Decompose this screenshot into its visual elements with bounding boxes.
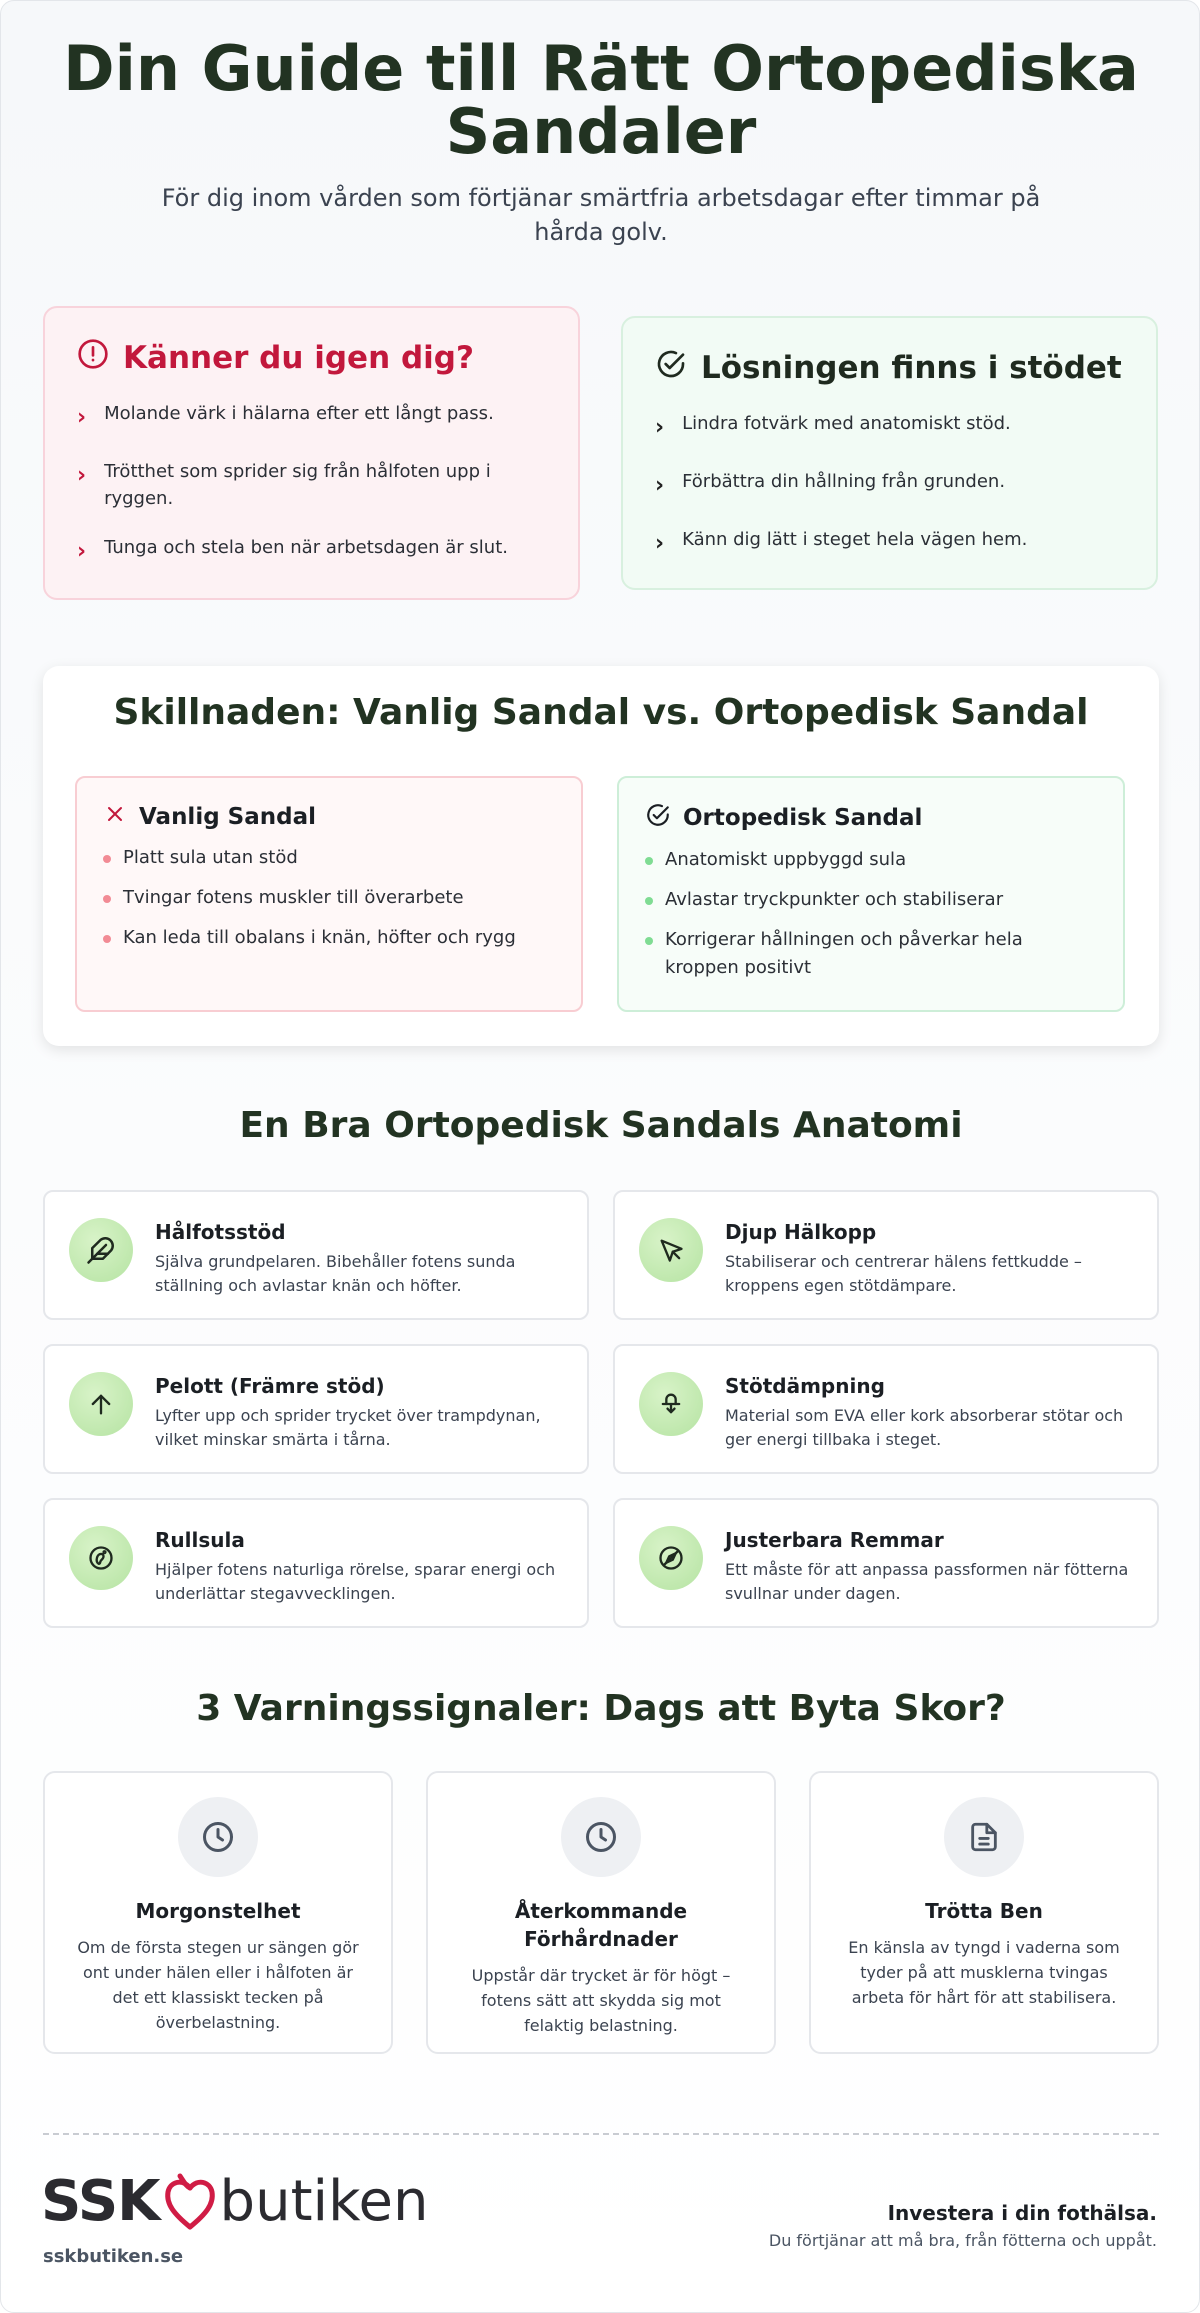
feature-text: Hjälper fotens naturliga rörelse, sparar energi och underlättar stegavvecklingen. [155,1560,556,1603]
comparison-card [43,666,1159,1046]
feature-title: Stötdämpning [725,1374,885,1398]
hero [43,32,1159,249]
site-url[interactable]: sskbutiken.se [43,2246,184,2267]
logo-text-right: butiken [219,2169,429,2234]
bullet-dot [103,855,111,863]
bullet-dot [645,937,653,945]
chevron-right-icon: › [77,463,87,488]
list-item [77,400,546,436]
chevron-right-icon: › [77,539,87,564]
list-item [655,468,1124,504]
footer-tagline [769,2201,1157,2250]
list-item [645,886,1097,914]
bullet-dot [645,897,653,905]
regular-title: Vanlig Sandal [139,804,317,830]
warning-card [426,1771,776,2054]
feature-body [155,1218,563,1318]
feature-body [155,1526,563,1626]
feature-body [725,1372,1133,1472]
arrow-up-icon [69,1372,133,1436]
regular-title-row [103,802,555,832]
feature-card [43,1190,589,1320]
regular-sandal-box [75,776,583,1012]
list-item [103,924,555,952]
feature-text: Material som EVA eller kork absorberar stötar och ger energi tillbaka i steget. [725,1406,1124,1449]
compass-icon [639,1526,703,1590]
shock-absorb-icon [639,1372,703,1436]
warning-title: Morgonstelhet [135,1899,301,1923]
solution-list [655,410,1124,562]
orthopedic-sandal-box [617,776,1125,1012]
list-item-text: Anatomiskt uppbyggd sula [665,849,907,870]
list-item-text: Lindra fotvärk med anatomiskt stöd. [682,413,1011,434]
brand-logo[interactable] [41,2169,428,2235]
feature-title: Hålfotsstöd [155,1220,286,1244]
cursor-arrow-icon [639,1218,703,1282]
solution-title-row [655,348,1124,388]
page-title: Din Guide till Rätt Ortopediska Sandaler [63,32,1139,168]
feature-text: Ett måste för att anpassa passformen när fötterna svullnar under dagen. [725,1560,1129,1603]
feather-icon [69,1218,133,1282]
chevron-right-icon: › [655,473,665,498]
list-item [77,534,546,570]
feature-title: Justerbara Remmar [725,1528,944,1552]
check-circle-icon [655,348,687,388]
tagline-title: Investera i din fothälsa. [887,2201,1157,2225]
clock-icon [561,1797,641,1877]
list-item [645,846,1097,874]
orthopedic-list [645,846,1097,982]
chevron-right-icon: › [77,405,87,430]
list-item-text: Trötthet som sprider sig från hålfoten upp i ryggen. [104,461,491,509]
feature-card [613,1498,1159,1628]
list-item [655,410,1124,446]
chevron-right-icon: › [655,415,665,440]
feature-body [155,1372,563,1472]
list-item-text: Molande värk i hälarna efter ett långt pass. [104,403,494,424]
feature-body [725,1218,1133,1318]
page-subtitle: För dig inom vården som förtjänar smärtfria arbetsdagar efter timmar på hårda golv. [161,184,1041,246]
regular-list [103,844,555,952]
bullet-dot [103,895,111,903]
bullet-dot [103,935,111,943]
feature-text: Själva grundpelaren. Bibehåller fotens sunda ställning och avlastar knän och höfter. [155,1252,516,1295]
footer-divider [43,2133,1159,2135]
feature-text: Stabiliserar och centrerar hälens fettkudde – kroppens egen stötdämpare. [725,1252,1082,1295]
feature-card [43,1344,589,1474]
problem-title-row [77,338,546,378]
list-item-text: Tunga och stela ben när arbetsdagen är slut. [104,537,508,558]
list-item-text: Kan leda till obalans i knän, höfter och rygg [123,927,516,948]
list-item-text: Avlastar tryckpunkter och stabiliserar [665,889,1004,910]
list-item [645,926,1097,982]
warnings-title: 3 Varningssignaler: Dags att Byta Skor? [196,1688,1006,1729]
warning-text: Om de första stegen ur sängen gör ont under hälen eller i hålfoten är det ett klassiskt tecken på överbelastning. [77,1938,359,2032]
document-icon [944,1797,1024,1877]
clock-icon [178,1797,258,1877]
anatomy-title: En Bra Ortopedisk Sandals Anatomi [239,1105,963,1146]
feature-body [725,1526,1133,1626]
feature-text: Lyfter upp och sprider trycket över trampdynan, vilket minskar smärta i tårna. [155,1406,541,1449]
problem-list [77,400,546,570]
feature-card [43,1498,589,1628]
heart-icon [162,2172,218,2232]
warning-title: Återkommande Förhårdnader [514,1899,688,1951]
list-item [77,458,546,512]
bullet-dot [645,857,653,865]
list-item-text: Platt sula utan stöd [123,847,298,868]
feature-title: Rullsula [155,1528,245,1552]
warning-card [809,1771,1159,2054]
list-item [103,844,555,872]
problem-title: Känner du igen dig? [123,340,474,376]
alert-circle-icon [77,338,109,378]
list-item-text: Tvingar fotens muskler till överarbete [123,887,464,908]
list-item [655,526,1124,562]
warning-text: Uppstår där trycket är för högt – fotens sätt att skydda sig mot felaktig belastning. [471,1966,731,2035]
orthopedic-title-row [645,802,1097,834]
comparison-title: Skillnaden: Vanlig Sandal vs. Ortopedisk Sandal [113,692,1089,733]
footprint-icon [69,1526,133,1590]
solution-title: Lösningen finns i stödet [701,350,1122,386]
warning-title: Trötta Ben [925,1899,1043,1923]
x-icon [103,802,127,832]
chevron-right-icon: › [655,531,665,556]
orthopedic-title: Ortopedisk Sandal [683,805,923,831]
logo-text-left: SSK [41,2169,160,2234]
feature-title: Pelott (Främre stöd) [155,1374,385,1398]
problem-box [43,306,580,600]
feature-title: Djup Hälkopp [725,1220,877,1244]
list-item [103,884,555,912]
check-circle-icon [645,802,671,834]
solution-box [621,316,1158,590]
feature-card [613,1190,1159,1320]
feature-card [613,1344,1159,1474]
list-item-text: Känn dig lätt i steget hela vägen hem. [682,529,1028,550]
tagline-subtitle: Du förtjänar att må bra, från fötterna och uppåt. [768,2231,1157,2250]
list-item-text: Förbättra din hållning från grunden. [682,471,1006,492]
warning-card [43,1771,393,2054]
warning-text: En känsla av tyngd i vaderna som tyder på att musklerna tvingas arbeta för hårt för att stabilisera. [848,1938,1120,2007]
list-item-text: Korrigerar hållningen och påverkar hela kroppen positivt [665,929,1023,978]
